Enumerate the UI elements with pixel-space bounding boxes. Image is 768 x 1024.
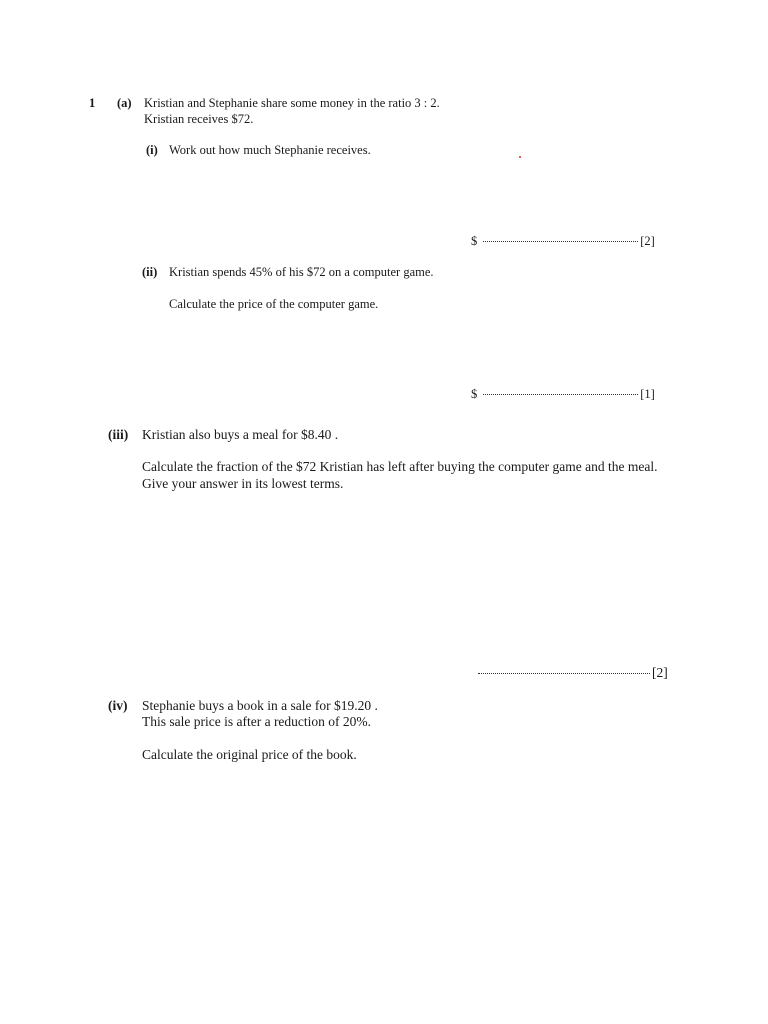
- sub-iv-instruction: Calculate the original price of the book.: [142, 747, 357, 762]
- sub-iii-label: (iii): [108, 427, 129, 442]
- sub-iii-text: Kristian also buys a meal for $8.40 .: [142, 427, 339, 442]
- stray-red-mark: [519, 156, 521, 158]
- marks-label: [1]: [640, 387, 655, 401]
- dollar-sign: $: [471, 234, 478, 248]
- sub-ii-answer-line[interactable]: [471, 386, 655, 402]
- question-number: 1: [89, 96, 96, 110]
- sub-i-answer-line[interactable]: [471, 233, 655, 249]
- sub-iv-label: (iv): [108, 698, 128, 713]
- dollar-sign: $: [471, 387, 478, 401]
- marks-label: [2]: [652, 665, 668, 680]
- sub-iii-instruction-line1: Calculate the fraction of the $72 Kristian has left after buying the computer game and the meal.: [142, 459, 658, 474]
- sub-ii-label: (ii): [142, 265, 158, 279]
- sub-ii-instruction: Calculate the price of the computer game.: [169, 297, 379, 311]
- part-a-label: (a): [117, 96, 132, 110]
- answer-dotted-line[interactable]: [483, 241, 638, 242]
- answer-dotted-line[interactable]: [483, 394, 638, 395]
- sub-i-label: (i): [146, 143, 158, 157]
- marks-label: [2]: [640, 234, 655, 248]
- sub-iii-answer-line[interactable]: [478, 664, 668, 681]
- sub-iii-instruction-line2: Give your answer in its lowest terms.: [142, 476, 344, 491]
- part-a-stem-line2: Kristian receives $72.: [144, 112, 254, 126]
- sub-ii-text: Kristian spends 45% of his $72 on a computer game.: [169, 265, 434, 279]
- sub-i-text: Work out how much Stephanie receives.: [169, 143, 371, 157]
- answer-dotted-line[interactable]: [478, 673, 650, 674]
- sub-iv-line1: Stephanie buys a book in a sale for $19.20 .: [142, 698, 378, 713]
- part-a-stem-line1: Kristian and Stephanie share some money in the ratio 3 : 2.: [144, 96, 440, 110]
- sub-iv-line2: This sale price is after a reduction of 20%.: [142, 714, 372, 729]
